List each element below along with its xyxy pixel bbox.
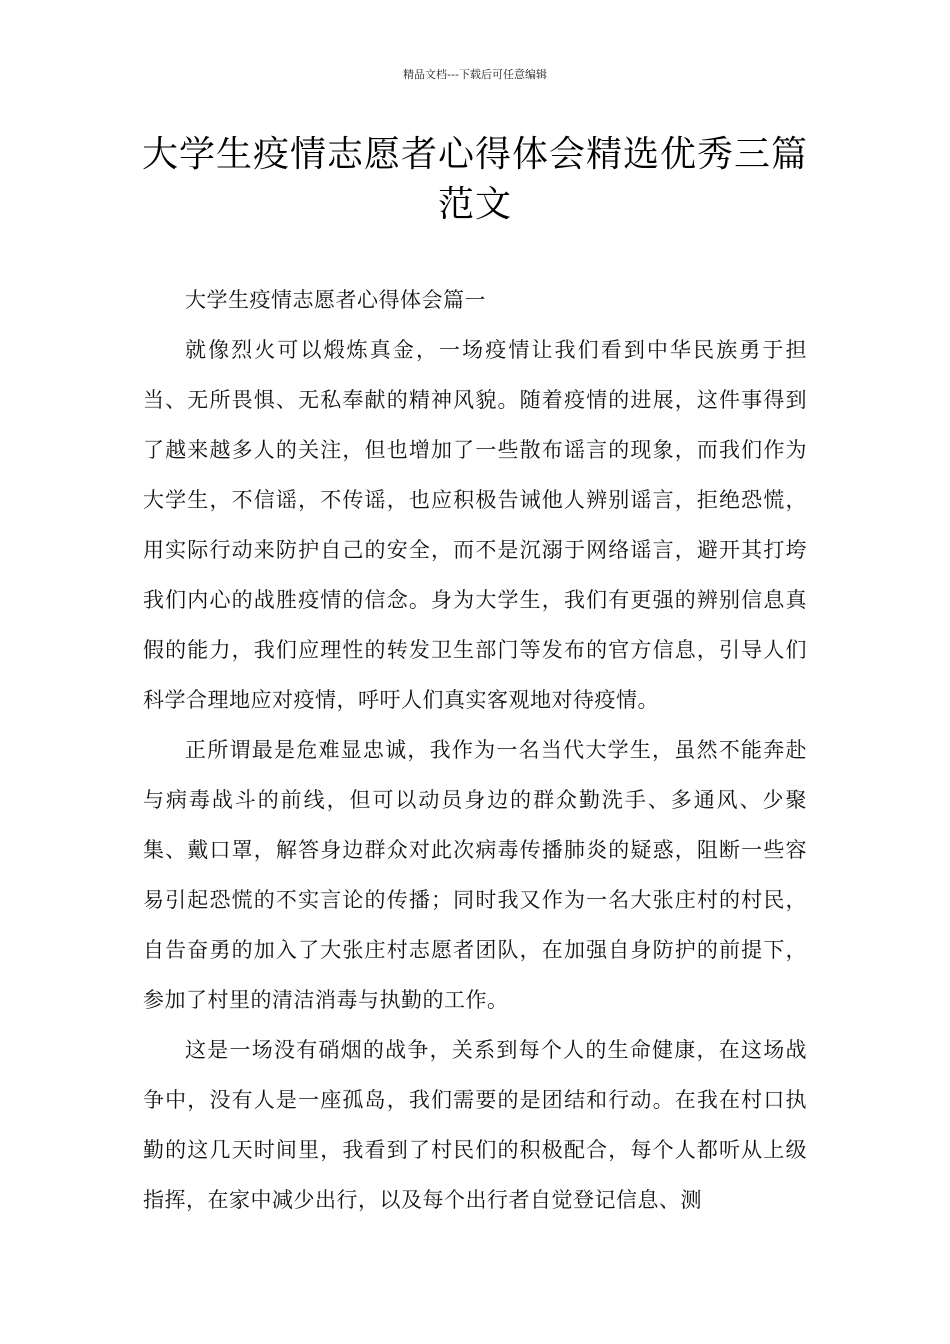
- header-note: 精品文档---下载后可任意编辑: [403, 68, 547, 81]
- paragraph-1: 就像烈火可以煅炼真金，一场疫情让我们看到中华民族勇于担当、无所畏惧、无私奉献的精神风貌。随着疫情的进展，这件事得到了越来越多人的关注，但也增加了一些散布谣言的现象，而我们作为大学生，不信谣，不传谣，也应积极告诫他人辨别谣言，拒绝恐慌，用实际行动来防护自己的安全，而不是沉溺于网络谣言，避开其打垮我们内心的战胜疫情的信念。身为大学生，我们有更强的辨别信息真假的能力，我们应理性的转发卫生部门等发布的官方信息，引导人们科学合理地应对疫情，呼吁人们真实客观地对待疫情。: [143, 338, 807, 712]
- paragraph-3: 这是一场没有硝烟的战争，关系到每个人的生命健康，在这场战争中，没有人是一座孤岛，我们需要的是团结和行动。在我在村口执勤的这几天时间里，我看到了村民们的积极配合，每个人都听从上级指挥，在家中减少出行，以及每个出行者自觉登记信息、测: [143, 1038, 807, 1212]
- paragraph-2: 正所谓最是危难显忠诚，我作为一名当代大学生，虽然不能奔赴与病毒战斗的前线，但可以动员身边的群众勤洗手、多通风、少聚集、戴口罩，解答身边群众对此次病毒传播肺炎的疑惑，阻断一些容易引起恐慌的不实言论的传播；同时我又作为一名大张庄村的村民，自告奋勇的加入了大张庄村志愿者团队，在加强自身防护的前提下，参加了村里的清洁消毒与执勤的工作。: [143, 738, 807, 1012]
- document-body: [143, 275, 807, 1225]
- section-heading: 大学生疫情志愿者心得体会篇一: [185, 288, 486, 312]
- document-title: 大学生疫情志愿者心得体会精选优秀三篇范文: [141, 134, 808, 225]
